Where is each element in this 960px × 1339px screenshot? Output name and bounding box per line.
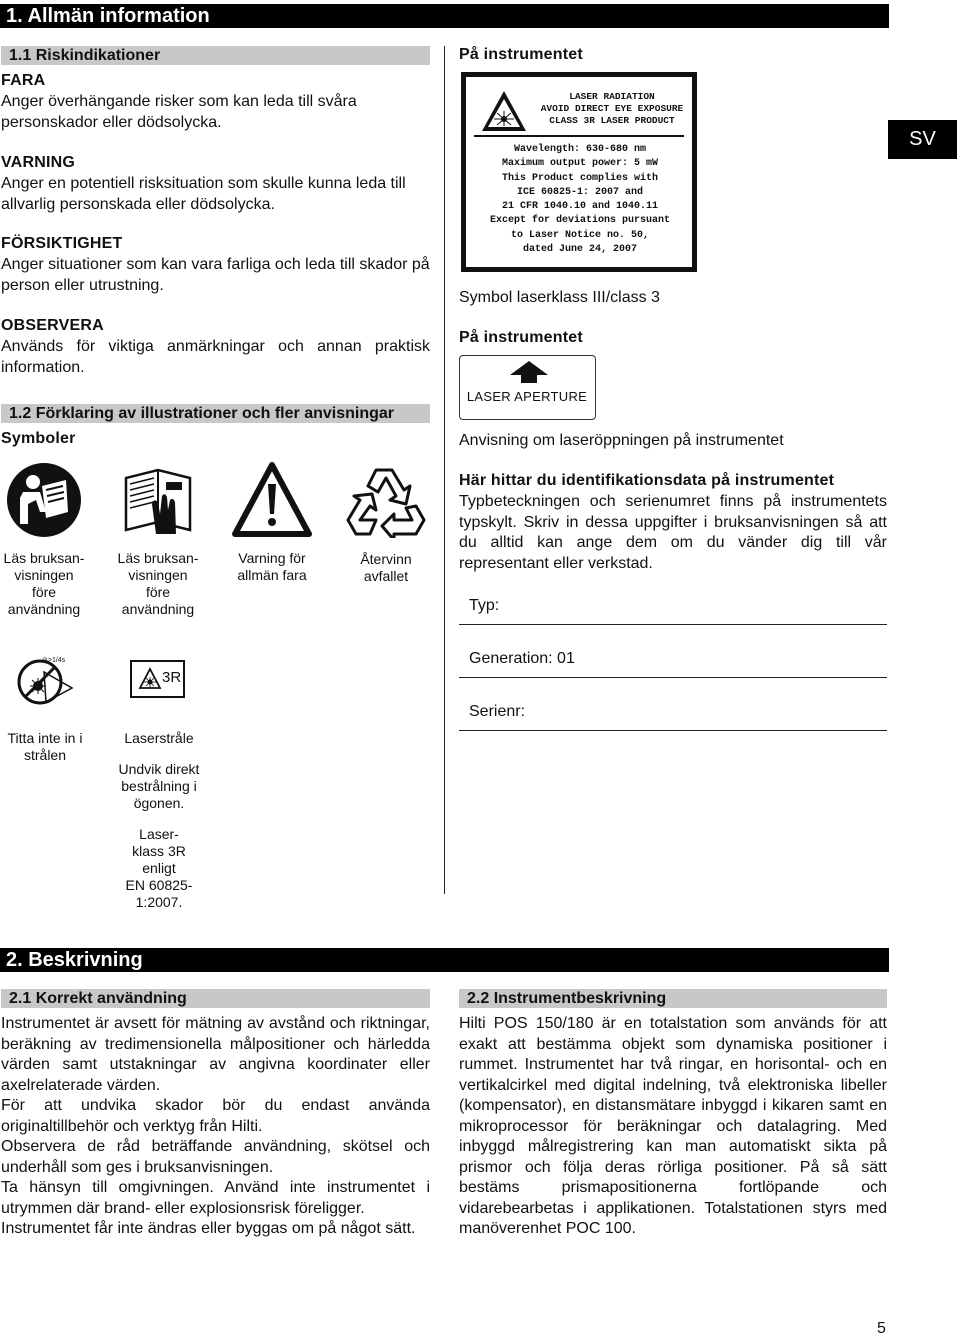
- laser-aperture-text: LASER APERTURE: [466, 389, 588, 404]
- paragraph: Instrumentet får inte ändras eller byggas om på något sätt.: [1, 1220, 416, 1237]
- laser-3r-icon-text: 3R: [162, 669, 182, 686]
- laser-label-divider: [474, 135, 684, 137]
- read-manual-icon: [6, 462, 82, 538]
- caption-line: användning: [121, 601, 195, 617]
- on-instrument-heading-1: På instrumentet: [459, 46, 583, 63]
- laser-label-line: AVOID DIRECT EYE EXPOSURE: [540, 103, 684, 114]
- recycle-icon: [346, 462, 428, 538]
- laser-spec-line: Except for deviations pursuant: [489, 215, 671, 227]
- caption-line: Läs bruksan-: [3, 550, 85, 566]
- aperture-caption: Anvisning om laseröppningen på instrumentet: [459, 432, 784, 449]
- laser-spec-line: Maximum output power: 5 mW: [501, 158, 659, 170]
- no-stare-icon-text: ⊘>1/4s: [42, 657, 66, 664]
- serial-number-field[interactable]: Serienr:: [459, 703, 887, 731]
- section-1-1-title: 1.1 Riskindikationer: [1, 46, 430, 65]
- language-tab: SV: [888, 120, 957, 159]
- warning-triangle-icon: [232, 462, 312, 538]
- caption-line: allmän fara: [237, 567, 307, 583]
- fara-label: FARA: [1, 72, 46, 89]
- laser-spec-line: This Product complies with: [501, 172, 659, 184]
- symbols-label: Symboler: [1, 430, 76, 447]
- identification-text: Typbeteckningen och serienumret finns på instrumentets typskylt. Skriv in dessa uppgifter i bruksanvisningen så att du alltid kan ange dem om du vänder dig till vår representant eller verkstad.: [459, 493, 887, 572]
- caption-line: enligt: [142, 860, 176, 876]
- section-1-title: 1. Allmän information: [0, 4, 889, 28]
- laser-spec-block: [472, 143, 688, 257]
- no-stare-icon: [14, 656, 74, 706]
- paragraph: Instrumentet är avsett för mätning av avstånd och riktningar, beräkning av tredimensionella målpositioner och härledda värden samt utstakningar av angivna koordinater eller axelrelaterade värden.: [1, 1015, 430, 1094]
- paragraph: Observera de råd beträffande användning, skötsel och underhåll som ges i bruksanvisningen.: [1, 1138, 430, 1176]
- generation-field[interactable]: Generation: 01: [459, 650, 887, 678]
- caption-line: strålen: [23, 747, 67, 763]
- forsiktighet-label: FÖRSIKTIGHET: [1, 235, 123, 252]
- caption-warning: [226, 550, 318, 584]
- caption-recycle: [343, 551, 429, 585]
- arrow-up-icon: [510, 361, 548, 383]
- caption-line: visningen: [14, 567, 74, 583]
- caption-line: EN 60825-1:2007.: [125, 877, 193, 910]
- caption-laser-beam: [104, 730, 214, 911]
- laser-spec-line: Wavelength: 630-680 nm: [513, 144, 647, 155]
- column-divider: [444, 46, 445, 894]
- identification-title: Här hittar du identifikationsdata på instrumentet: [459, 472, 835, 489]
- caption-line: Undvik direkt: [118, 761, 200, 777]
- symbol-class-caption: Symbol laserklass III/class 3: [459, 289, 660, 306]
- manual-book-icon: [120, 464, 196, 538]
- caption-no-stare: [0, 730, 90, 764]
- paragraph: Ta hänsyn till omgivningen. Använd inte instrumentet i utrymmen där brand- eller explosionsrisk föreligger.: [1, 1179, 430, 1217]
- caption-line: Läs bruksan-: [117, 550, 199, 566]
- section-2-2-title: 2.2 Instrumentbeskrivning: [459, 989, 887, 1008]
- section-2-1-body: [1, 1014, 430, 1240]
- type-field[interactable]: Typ:: [459, 597, 887, 625]
- caption-line: Återvinn: [360, 551, 412, 567]
- caption-line: klass 3R: [132, 843, 186, 859]
- caption-manual-book: [113, 550, 203, 618]
- caption-line: bestrålning i: [121, 778, 197, 794]
- observera-text: Används för viktiga anmärkningar och annan praktisk information.: [1, 338, 430, 376]
- laser-spec-line: 21 CFR 1040.10 and 1040.11: [501, 201, 659, 213]
- observera-label: OBSERVERA: [1, 317, 104, 334]
- varning-text: Anger en potentiell risksituation som skulle kunna leda till allvarlig personskada eller dödsolycka.: [1, 175, 406, 213]
- caption-line: Titta inte in i: [7, 730, 83, 746]
- section-1-2-title: 1.2 Förklaring av illustrationer och fler anvisningar: [1, 404, 430, 423]
- section-2-title: 2. Beskrivning: [0, 948, 889, 972]
- caption-line: ögonen.: [133, 795, 185, 811]
- caption-read-manual: [0, 550, 88, 618]
- caption-line: avfallet: [363, 568, 409, 584]
- laser-spec-line: to Laser Notice no. 50,: [510, 229, 650, 241]
- laser-spec-line: ICE 60825-1: 2007 and: [516, 186, 644, 198]
- varning-label: VARNING: [1, 154, 75, 171]
- caption-line: före: [145, 584, 171, 600]
- laser-3r-icon: [130, 660, 185, 698]
- page-number: 5: [877, 1320, 886, 1337]
- caption-line: före: [31, 584, 57, 600]
- fara-text: Anger överhängande risker som kan leda till svåra personskador eller dödsolycka.: [1, 93, 357, 131]
- caption-line: visningen: [128, 567, 188, 583]
- laser-spec-line: dated June 24, 2007: [522, 244, 638, 256]
- paragraph: För att undvika skador bör du endast använda originaltillbehör och verktyg från Hilti.: [1, 1097, 430, 1135]
- section-2-2-body: Hilti POS 150/180 är en totalstation som används för att exakt att bestämma objekt som dynamiska positioner i rummet. Instrumentet har två ringar, en horisontal- och en vertikalcirkel med digital indelning, två elektroniska libeller (kompensator), en distansmätare inbyggd i kikaren samt en mikroprocessor för beräkningar och datalagring. Med inbyggd målregistrering kan man automatiskt sikta på prismor och följa deras rörliga positioner. På så sätt bestäms prismapositionerna fortlöpande och vidarebearbetas i applikationen. Totalstationen styrs med manöverenhet POC 100.: [459, 1015, 887, 1237]
- laser-warning-label: [461, 72, 697, 272]
- on-instrument-heading-2: På instrumentet: [459, 329, 583, 346]
- laser-aperture-label: [459, 355, 596, 420]
- forsiktighet-text: Anger situationer som kan vara farliga och leda till skador på person eller utrustning.: [1, 256, 430, 294]
- caption-line: Laserstråle: [124, 730, 194, 746]
- laser-hazard-icon: [480, 89, 528, 133]
- caption-line: Varning för: [238, 550, 306, 566]
- laser-label-line: LASER RADIATION: [569, 91, 655, 102]
- caption-line: användning: [7, 601, 81, 617]
- section-2-1-title: 2.1 Korrekt användning: [1, 989, 430, 1008]
- laser-label-line: CLASS 3R LASER PRODUCT: [549, 115, 675, 126]
- caption-line: Laser-: [139, 826, 179, 842]
